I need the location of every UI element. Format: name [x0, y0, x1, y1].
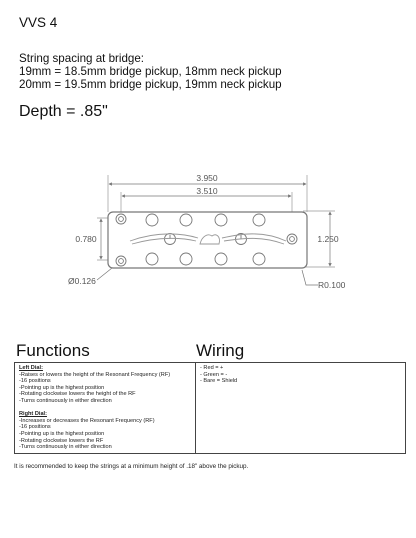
functions-wiring-table [14, 362, 406, 454]
dimension-inner-width: 0.780 [75, 234, 97, 244]
pickup-outline [108, 212, 307, 268]
wiring-item: - Green = - [200, 371, 228, 378]
left-dial-item: -Pointing up is the highest position [19, 384, 105, 391]
dimension-width: 1.250 [317, 234, 339, 244]
dimension-corner-radius: R0.100 [318, 280, 346, 290]
spacing-line-20mm: 20mm = 19.5mm bridge pickup, 19mm neck pickup [19, 78, 282, 91]
spacing-heading: String spacing at bridge: [19, 52, 145, 65]
right-dial-item: -Pointing up is the highest position [19, 430, 105, 437]
functions-cell [19, 365, 191, 451]
table-divider [195, 363, 196, 453]
string-height-note: It is recommended to keep the strings at a minimum height of .18" above the pickup. [14, 463, 249, 470]
dimension-overall-length: 3.950 [196, 173, 218, 183]
left-dial-item: -Raises or lowers the height of the Resonant Frequency (RF) [19, 371, 171, 378]
left-dial-title: Left Dial: [19, 365, 43, 371]
right-dial-item: -Turns continuously in either direction [19, 444, 112, 451]
wiring-header: Wiring [196, 341, 245, 360]
left-dial-item: -16 positions [19, 378, 51, 385]
page-title: VVS 4 [19, 15, 58, 30]
functions-header: Functions [16, 341, 90, 360]
right-dial-item: -16 positions [19, 424, 51, 431]
right-dial-title: Right Dial: [19, 411, 47, 418]
wiring-item: - Red = + [200, 365, 224, 371]
dimension-inner-length: 3.510 [196, 186, 218, 196]
left-dial-item: -Rotating clockwise lowers the height of the RF [19, 391, 136, 398]
depth-label: Depth = .85" [19, 103, 108, 120]
left-dial-item: -Turns continuously in either direction [19, 397, 112, 404]
wiring-cell [200, 365, 400, 385]
right-dial-item: -Increases or decreases the Resonant Frequency (RF) [19, 417, 155, 424]
spacing-line-19mm: 19mm = 18.5mm bridge pickup, 18mm neck pickup [19, 65, 282, 78]
dimension-hole-diameter: Ø0.126 [68, 276, 96, 286]
wiring-item: - Bare = Shield [200, 378, 238, 385]
right-dial-item: -Rotating clockwise lowers the RF [19, 437, 104, 444]
